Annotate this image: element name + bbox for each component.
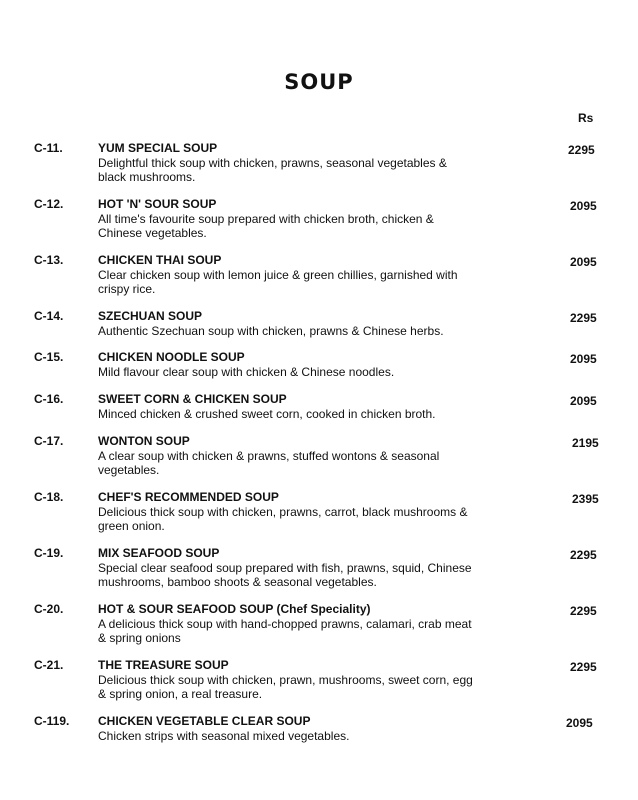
item-description: Authentic Szechuan soup with chicken, prawns & Chinese herbs. [98,324,444,338]
item-price: 2095 [566,716,593,730]
currency-label: Rs [578,111,594,125]
item-name: CHICKEN VEGETABLE CLEAR SOUP [98,714,311,728]
item-name: CHEF'S RECOMMENDED SOUP [98,490,279,504]
item-price: 2295 [568,143,595,157]
item-code: C-18. [34,490,64,504]
item-code: C-119. [34,714,70,728]
item-name: CHICKEN NOODLE SOUP [98,350,245,364]
item-price: 2295 [570,311,597,325]
item-code: C-11. [34,141,63,155]
item-description: Delightful thick soup with chicken, prawns, seasonal vegetables & black mushrooms. [98,156,447,184]
item-price: 2295 [570,660,597,674]
item-code: C-20. [34,602,64,616]
item-name: YUM SPECIAL SOUP [98,141,218,155]
item-name: THE TREASURE SOUP [98,658,229,672]
item-code: C-14. [34,309,64,323]
item-description: Special clear seafood soup prepared with fish, prawns, squid, Chinese mushrooms, bamboo shoots & seasonal vegetables. [98,561,472,589]
item-name: SWEET CORN & CHICKEN SOUP [98,392,287,406]
item-price: 2095 [570,352,597,366]
item-description: Delicious thick soup with chicken, prawns, carrot, black mushrooms & green onion. [98,505,468,533]
item-code: C-12. [34,197,64,211]
item-description: A delicious thick soup with hand-chopped prawns, calamari, crab meat & spring onions [98,617,472,645]
item-code: C-15. [34,350,64,364]
item-price: 2095 [570,199,597,213]
item-name: CHICKEN THAI SOUP [98,253,222,267]
item-price: 2295 [570,604,597,618]
item-name: MIX SEAFOOD SOUP [98,546,220,560]
item-name: WONTON SOUP [98,434,190,448]
item-description: Minced chicken & crushed sweet corn, cooked in chicken broth. [98,407,436,421]
item-code: C-17. [34,434,64,448]
item-description: Mild flavour clear soup with chicken & Chinese noodles. [98,365,395,379]
item-price: 2395 [572,492,599,506]
item-code: C-19. [34,546,64,560]
item-description: Delicious thick soup with chicken, prawn, mushrooms, sweet corn, egg & spring onion, a real treasure. [98,673,473,701]
item-description: Chicken strips with seasonal mixed vegetables. [98,729,350,743]
item-price: 2095 [570,394,597,408]
item-name: SZECHUAN SOUP [98,309,203,323]
page-title: SOUP [284,70,354,94]
item-price: 2095 [570,255,597,269]
item-name: HOT & SOUR SEAFOOD SOUP (Chef Speciality) [98,602,371,616]
item-description: Clear chicken soup with lemon juice & green chillies, garnished with crispy rice. [98,268,458,296]
item-code: C-13. [34,253,64,267]
item-description: All time's favourite soup prepared with chicken broth, chicken & Chinese vegetables. [98,212,434,240]
item-code: C-16. [34,392,64,406]
item-name: HOT 'N' SOUR SOUP [98,197,217,211]
item-code: C-21. [34,658,64,672]
item-description: A clear soup with chicken & prawns, stuffed wontons & seasonal vegetables. [98,449,440,477]
item-price: 2295 [570,548,597,562]
item-price: 2195 [572,436,599,450]
